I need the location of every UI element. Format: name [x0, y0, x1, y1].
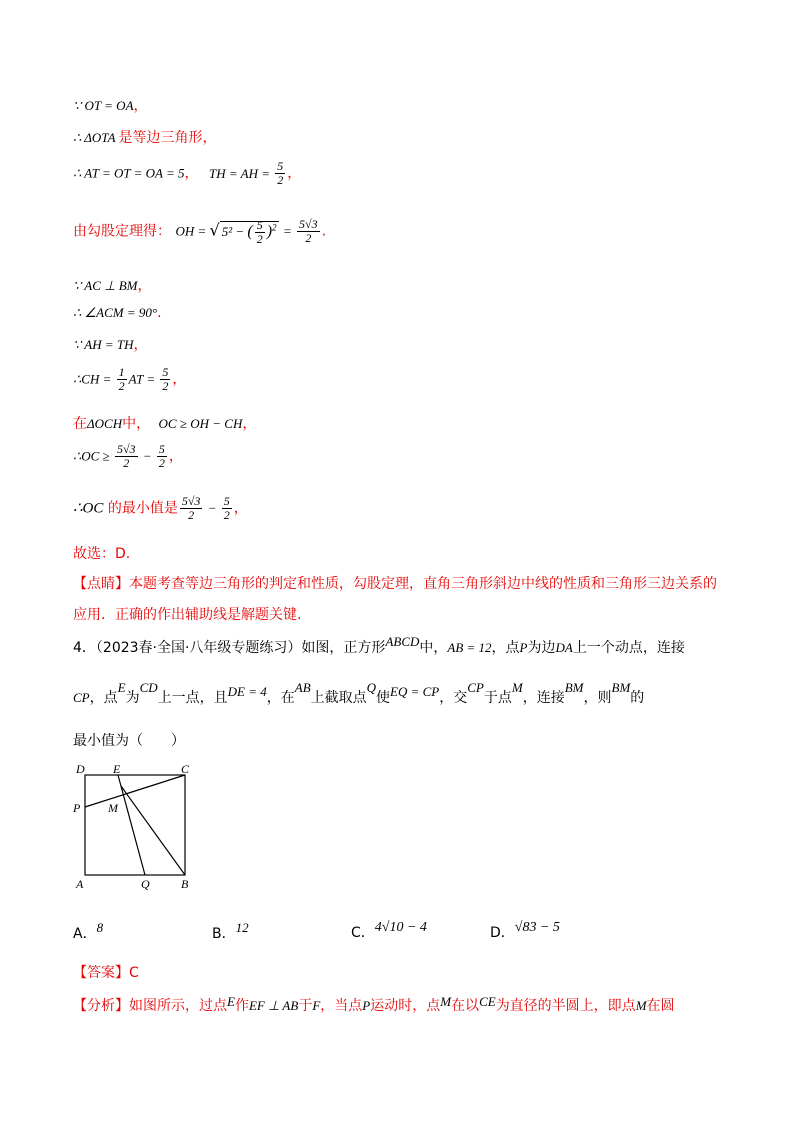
- line-given-ot-oa: ∵ OT = OA，: [73, 98, 148, 114]
- option-d[interactable]: D．√83 − 5: [490, 920, 560, 941]
- label-d: D: [76, 762, 85, 776]
- math-ot-oa: ∵ OT = OA: [73, 98, 134, 113]
- line-in-triangle-och: 在ΔOCH中， OC ≥ OH − CH，: [73, 416, 257, 432]
- line-ac-perp-bm: ∵ AC ⊥ BM，: [73, 278, 152, 294]
- square-abcd: [85, 775, 185, 875]
- line-angle-acm: ∴ ∠ACM = 90°.: [73, 305, 162, 321]
- line-equilateral: ∴ ΔOTA 是等边三角形，: [73, 130, 217, 146]
- label-a: A: [76, 877, 84, 891]
- comment-line-2: 应用．正确的作出辅助线是解题关键.: [73, 607, 302, 623]
- choice-line: 故选：D.: [73, 546, 131, 562]
- label-q: Q: [141, 877, 150, 891]
- question-line-2: CP，点E为CD上一点，且DE = 4，在AB上截取点Q使EQ = CP，交CP于点M，连接BM，则BM的: [73, 680, 645, 706]
- line-ah-th: ∵ AH = TH，: [73, 337, 148, 353]
- line-at-values: ∴ AT = OT = OA = 5， TH = AH = $\frac{5}{2}$ ，: [73, 159, 302, 187]
- answer-line: 【答案】C: [73, 965, 139, 981]
- segment-eq: [118, 775, 145, 875]
- radicand: 5² − ( $\frac{5}{2}$ )$^2$: [221, 218, 277, 247]
- comment-line-1: 【点睛】本题考查等边三角形的判定和性质，勾股定理，直角三角形斜边中线的性质和三角形三边关系的: [73, 576, 717, 592]
- option-b[interactable]: B．12: [212, 920, 249, 942]
- line-oc-min: ∴OC 的最小值是 $\frac{5√3}{2}$ − $\frac{5}{2}$ ，: [73, 494, 248, 522]
- label-c: C: [181, 762, 190, 776]
- question-line-3: 最小值为（ ）: [73, 733, 185, 749]
- option-a[interactable]: A．8: [73, 920, 104, 942]
- label-e: E: [113, 762, 121, 776]
- segment-bm: [121, 786, 185, 875]
- sqrt-sign: √: [209, 220, 220, 240]
- square-figure: [73, 760, 203, 895]
- label-b: B: [181, 877, 189, 891]
- line-oc-ineq: ∴OC ≥ $\frac{5√3}{2}$ − $\frac{5}{2}$ ，: [73, 442, 183, 470]
- fraction: $\frac{5}{2}$: [277, 159, 284, 187]
- analysis-line: 【分析】如图所示，过点E作EF ⊥ AB于F，当点P运动时，点M在以CE为直径的半圆上，即点M在圆: [73, 994, 675, 1014]
- label-p: P: [73, 801, 81, 815]
- segment-cp: [85, 775, 185, 807]
- option-c[interactable]: C．4√10 − 4: [351, 920, 427, 941]
- label-m: M: [108, 801, 118, 815]
- line-ch: ∴CH = $\frac{1}{2}$ AT = $\frac{5}{2}$ ，: [73, 365, 187, 393]
- line-pythagorean: 由勾股定理得： OH = √ 5² − ( $\frac{5}{2}$ )$^2$ = $\frac{5√3}{2}$ .: [73, 217, 327, 247]
- question-line-1: 4．（2023春·全国·八年级专题练习）如图，正方形ABCD中，AB = 12，点P为边DA上一个动点，连接: [73, 634, 685, 656]
